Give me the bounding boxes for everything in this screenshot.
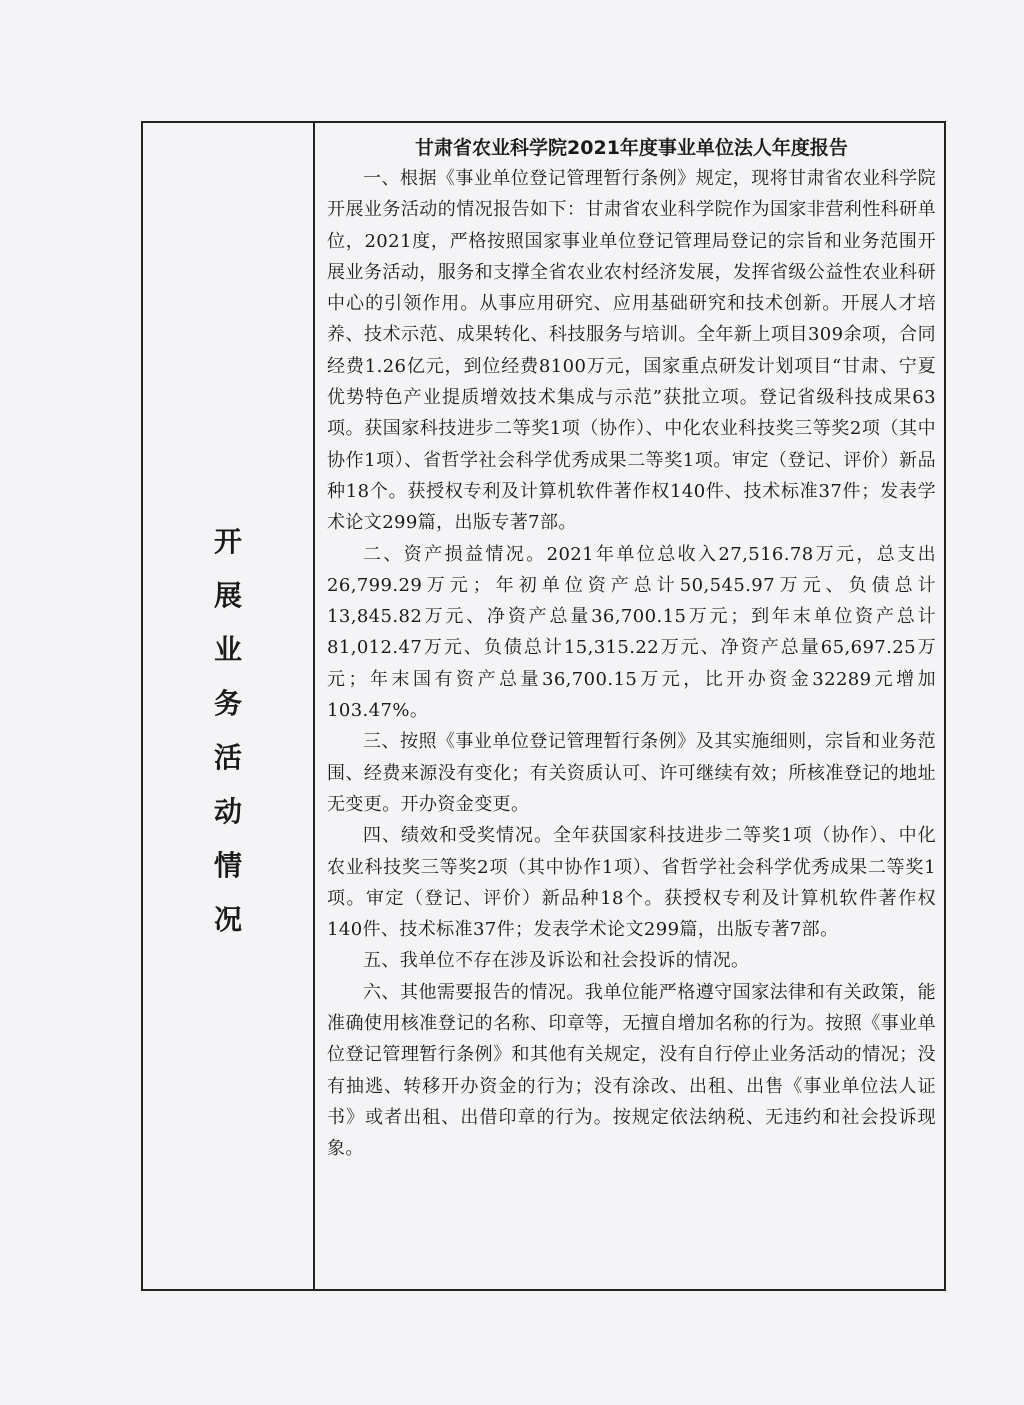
report-content-cell xyxy=(315,123,944,1289)
section-label xyxy=(143,515,313,947)
report-title: 甘肃省农业科学院2021年度事业单位法人年度报告 xyxy=(415,137,848,159)
section-label-char: 展 xyxy=(213,579,242,612)
paragraph-registration-changes: 三、按照《事业单位登记管理暂行条例》及其实施细则，宗旨和业务范围、经费来源没有变化；有关资质认可、许可继续有效；所核准登记的地址无变更。开办资金变更。 xyxy=(327,731,936,815)
section-label-char: 务 xyxy=(213,687,242,720)
section-label-char: 活 xyxy=(213,741,242,774)
section-label-char: 况 xyxy=(213,903,242,936)
paragraph-business-activities: 一、根据《事业单位登记管理暂行条例》规定，现将甘肃省农业科学院开展业务活动的情况报告如下：甘肃省农业科学院作为国家非营利性科研单位，2021度，严格按照国家事业单位登记管理局登记的宗旨和业务范围开展业务活动，服务和支撑全省农业农村经济发展，发挥省级公益性农业科研中心的引领作用。从事应用研究、应用基础研究和技术创新。开展人才培养、技术示范、成果转化、科技服务与培训。全年新上项目309余项，合同经费1.26亿元，到位经费8100万元，国家重点研发计划项目“甘肃、宁夏优势特色产业提质增效技术集成与示范”获批立项。登记省级科技成果63项。获国家科技进步二等奖1项（协作）、中化农业科技奖三等奖2项（其中协作1项）、省哲学社会科学优秀成果二等奖1项。审定（登记、评价）新品种18个。获授权专利及计算机软件著作权140件、技术标准37件；发表学术论文299篇，出版专著7部。 xyxy=(327,168,936,534)
paragraph-awards: 四、绩效和受奖情况。全年获国家科技进步二等奖1项（协作）、中化农业科技奖三等奖2项（其中协作1项）、省哲学社会科学优秀成果二等奖1项。审定（登记、评价）新品种18个。获授权专利及计算机软件著作权140件、技术标准37件；发表学术论文299篇，出版专著7部。 xyxy=(327,825,936,941)
section-label-char: 业 xyxy=(213,633,242,666)
paragraph-litigation: 五、我单位不存在涉及诉讼和社会投诉的情况。 xyxy=(363,950,750,972)
report-form-table xyxy=(141,121,946,1291)
section-label-char: 开 xyxy=(213,525,242,558)
section-label-char: 动 xyxy=(213,795,242,828)
section-label-char: 情 xyxy=(213,849,242,882)
paragraph-other-matters: 六、其他需要报告的情况。我单位能严格遵守国家法律和有关政策，能准确使用核准登记的名称、印章等，无擅自增加名称的行为。按照《事业单位登记管理暂行条例》和其他有关规定，没有自行停止业务活动的情况；没有抽逃、转移开办资金的行为；没有涂改、出租、出售《事业单位法人证书》或者出租、出借印章的行为。按规定依法纳税、无违约和社会投诉现象。 xyxy=(327,981,936,1160)
section-label-cell xyxy=(143,123,315,1289)
paragraph-assets: 二、资产损益情况。2021年单位总收入27,516.78万元，总支出26,799.29万元；年初单位资产总计50,545.97万元、负债总计13,845.82万元、净资产总量36,700.15万元；到年末单位资产总计81,012.47万元、负债总计15,315.22万元、净资产总量65,697.25万元；年末国有资产总量36,700.15万元，比开办资金32289元增加103.47%。 xyxy=(327,543,936,722)
